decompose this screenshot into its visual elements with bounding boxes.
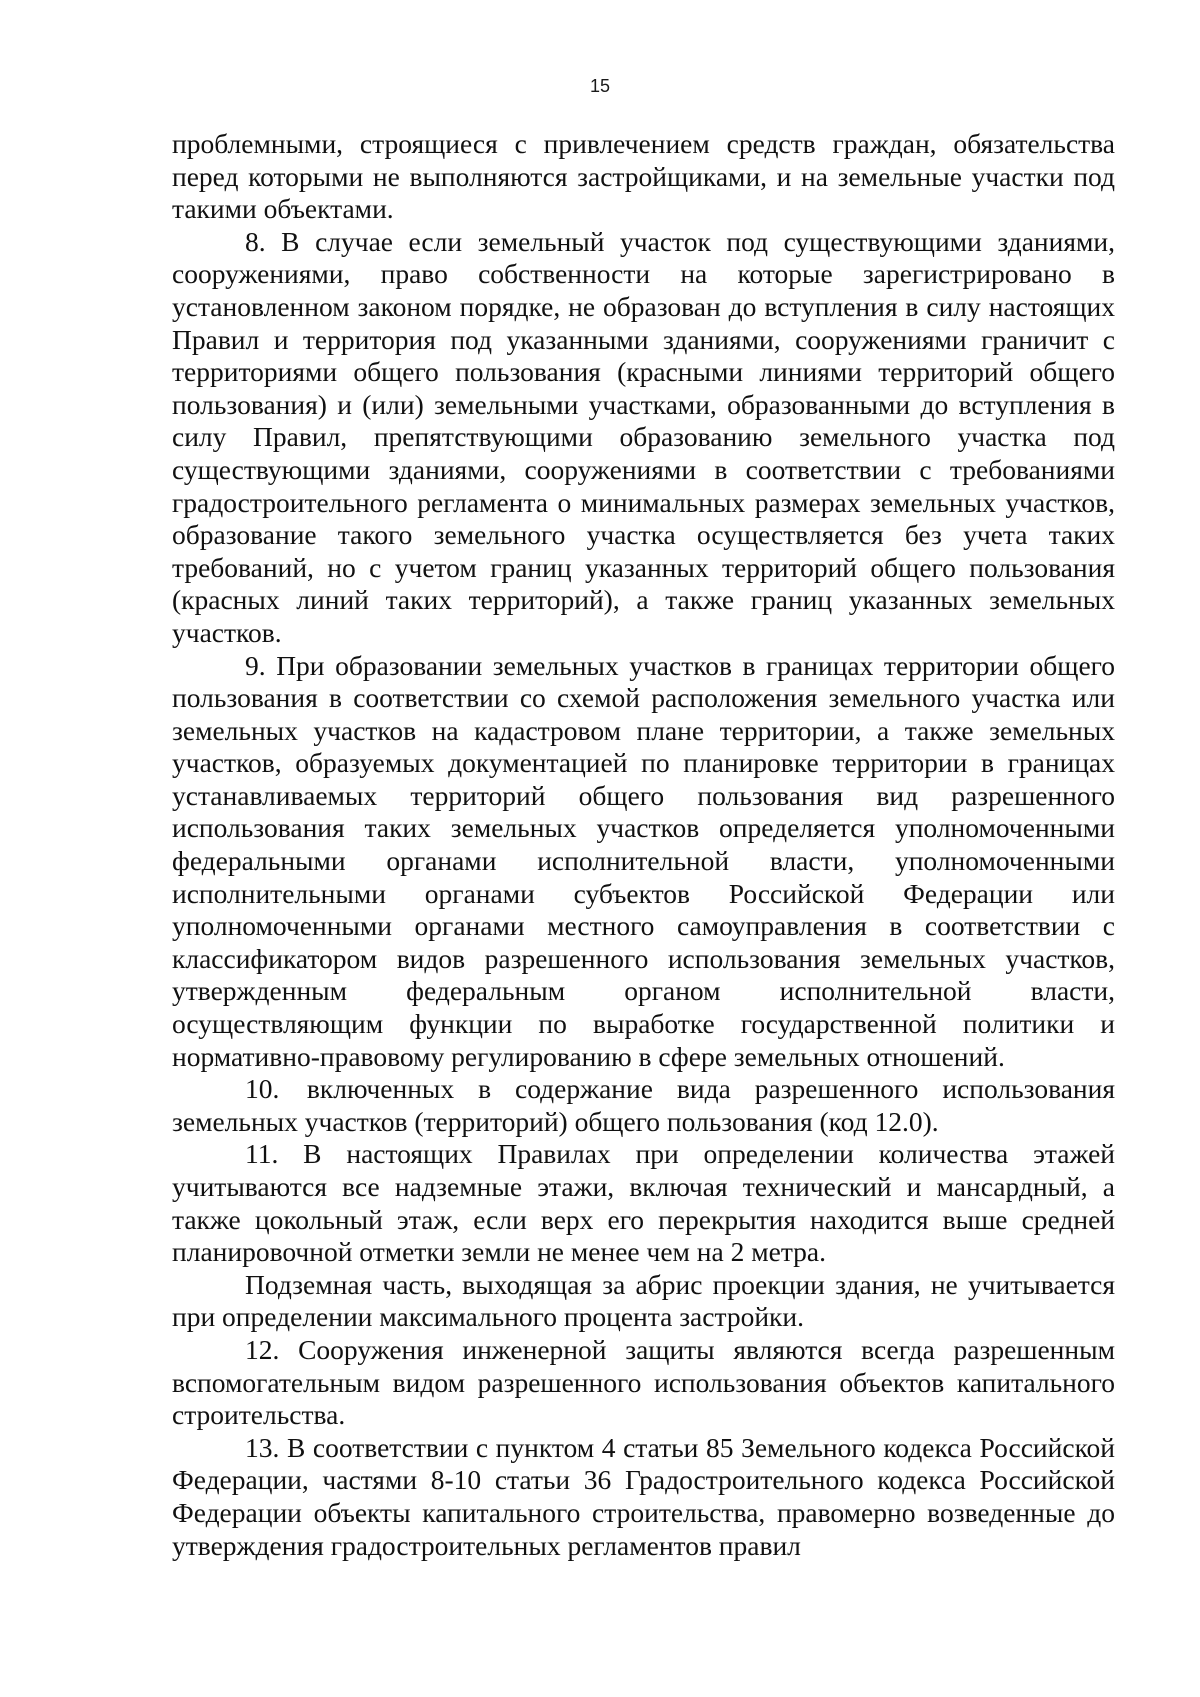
paragraph-underground-part: Подземная часть, выходящая за абрис проекции здания, не учитывается при определении максимального процента застройки. xyxy=(172,1268,1115,1333)
paragraph-continuation: проблемными, строящиеся с привлечением средств граждан, обязательства перед которыми не выполняются застройщиками, и на земельные участки под такими объектами. xyxy=(172,128,1115,225)
paragraph-item-8: 8. В случае если земельный участок под существующими зданиями, сооружениями, право собственности на которые зарегистрировано в установленном законом порядке, не образован до вступления в силу настоящих Правил и территория под указанными зданиями, сооружениями граничит с территориями общего пользования (красными линиями территорий общего пользования) и (или) земельными участками, образованными до вступления в силу Правил, препятствующими образованию земельного участка под существующими зданиями, сооружениями в соответствии с требованиями градостроительного регламента о минимальных размерах земельных участков, образование такого земельного участка осуществляется без учета таких требований, но с учетом границ указанных территорий общего пользования (красных линий таких территорий), а также границ указанных земельных участков. xyxy=(172,225,1115,648)
paragraph-item-12: 12. Сооружения инженерной защиты являются всегда разрешенным вспомогательным видом разрешенного использования объектов капитального строительства. xyxy=(172,1333,1115,1431)
page-number: 15 xyxy=(589,76,611,96)
paragraph-item-9: 9. При образовании земельных участков в границах территории общего пользования в соответствии со схемой расположения земельного участка или земельных участков на кадастровом плане территории, а также земельных участков, образуемых документацией по планировке территории в границах устанавливаемых территорий общего пользования вид разрешенного использования таких земельных участков определяется уполномоченными федеральными органами исполнительной власти, уполномоченными исполнительными органами субъектов Российской Федерации или уполномоченными органами местного самоуправления в соответствии с классификатором видов разрешенного использования земельных участков, утвержденным федеральным органом исполнительной власти, осуществляющим функции по выработке государственной политики и нормативно-правовому регулированию в сфере земельных отношений. xyxy=(172,649,1115,1072)
paragraph-item-11: 11. В настоящих Правилах при определении количества этажей учитываются все надземные этажи, включая технический и мансардный, а также цокольный этаж, если верх его перекрытия находится выше средней планировочной отметки земли не менее чем на 2 метра. xyxy=(172,1138,1115,1268)
paragraph-item-10: 10. включенных в содержание вида разрешенного использования земельных участков (территорий) общего пользования (код 12.0). xyxy=(172,1073,1115,1137)
paragraph-item-13: 13. В соответствии с пунктом 4 статьи 85 Земельного кодекса Российской Федерации, частями 8-10 статьи 36 Градостроительного кодекса Российской Федерации объекты капитального строительства, правомерно возведенные до утверждения градостроительных регламентов правил xyxy=(172,1431,1115,1561)
document-body xyxy=(172,128,1115,1562)
